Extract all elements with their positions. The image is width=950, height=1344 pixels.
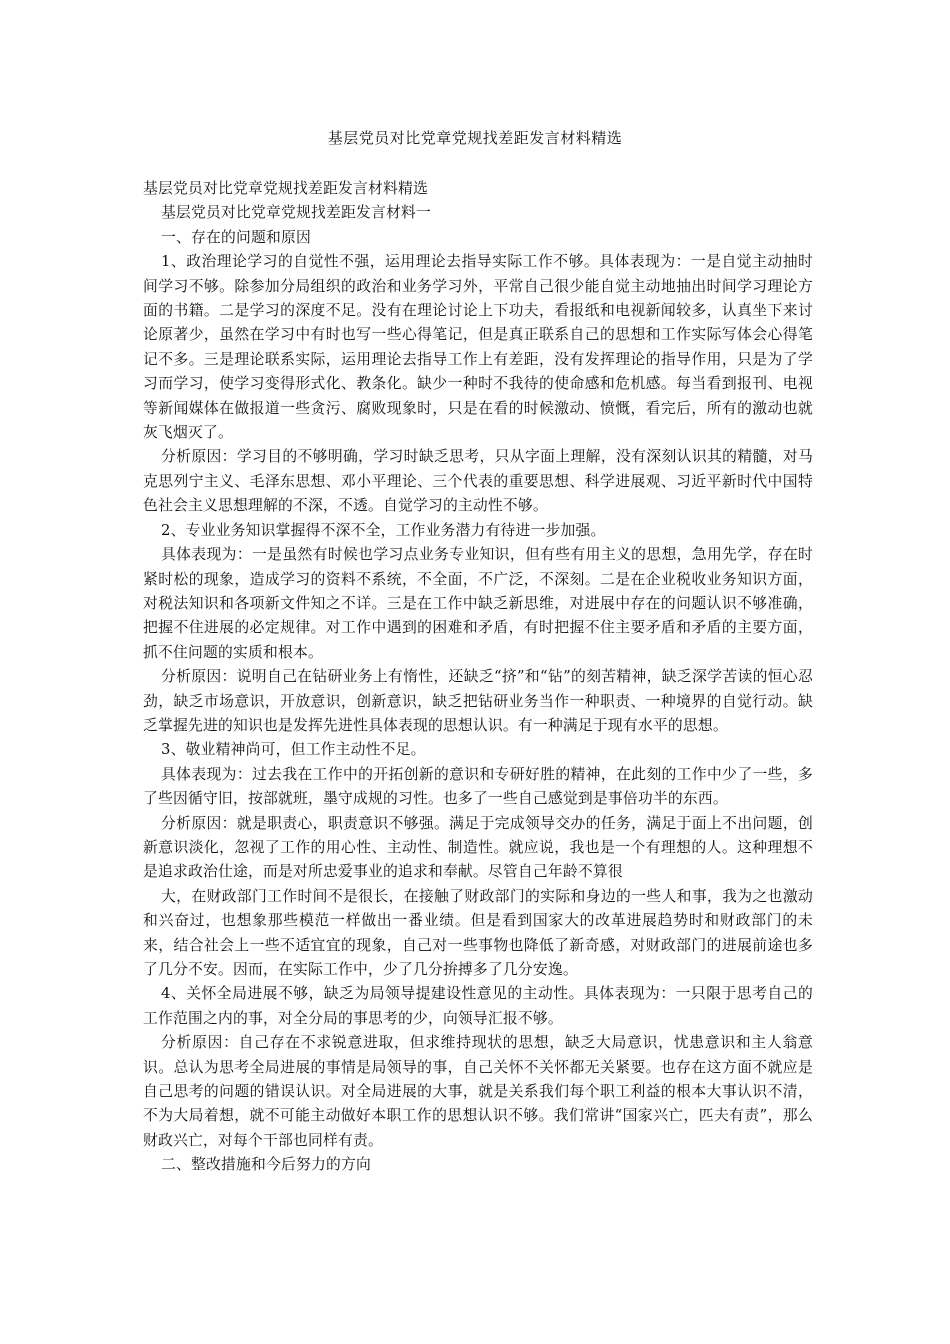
paragraph-analysis-4: 分析原因：自己存在不求锐意进取，但求维持现状的思想，缺乏大局意识，忧患意识和主人翁意识。总认为思考全局进展的事情是局领导的事，自己关怀不关怀都无关紧要。也存在这方面不就应是自己思考的问题的错误认识。对全局进展的大事，就是关系我们每个职工利益的根本大事认识不清，不为大局着想，就不可能主动做好本职工作的思想认识不够。我们常讲“国家兴亡，匹夫有责”，那么财政兴亡，对每个干部也同样有责。 [143, 1034, 813, 1149]
paragraph-detail-3: 具体表现为：过去我在工作中的开拓创新的意识和专研好胜的精神，在此刻的工作中少了一些，多了些因循守旧，按部就班，墨守成规的习性。也多了一些自己感觉到是事倍功半的东西。 [143, 765, 813, 808]
paragraph-analysis-3: 分析原因：就是职责心，职责意识不够强。满足于完成领导交办的任务，满足于面上不出问题，创新意识淡化，忽视了工作的用心性、主动性、制造性。就应说，我也是一个有理想的人。这种理想不是追求政治仕途，而是对所忠爱事业的追求和奉献。尽管自己年龄不算很 [143, 814, 813, 881]
paragraph-detail-2: 具体表现为：一是虽然有时候也学习点业务专业知识，但有些有用主义的思想，急用先学，存在时紧时松的现象，造成学习的资料不系统，不全面，不广泛，不深刻。二是在企业税收业务知识方面，对税法知识和各项新文件知之不详。三是在工作中缺乏新思维，对进展中存在的问题认识不够准确，把握不住进展的必定规律。对工作中遇到的困难和矛盾，有时把握不住主要矛盾和矛盾的主要方面，抓不住问题的实质和根本。 [143, 546, 813, 661]
paragraph-analysis-3-continued: 大，在财政部门工作时间不是很长，在接触了财政部门的实际和身边的一些人和事，我为之也激动和兴奋过，也想象那些模范一样做出一番业绩。但是看到国家大的改革进展趋势时和财政部门的未来，结合社会上一些不适宜宜的现象，自己对一些事物也降低了新奇感，对财政部门的进展前途也多了几分不安。因而，在实际工作中，少了几分拚搏多了几分安逸。 [143, 887, 813, 978]
paragraph-section-heading-1: 一、存在的问题和原因 [161, 228, 311, 246]
document-title: 基层党员对比党章党规找差距发言材料精选 [327, 129, 623, 147]
paragraph-analysis-2: 分析原因：说明自己在钻研业务上有惰性，还缺乏“挤”和“钻”的刻苦精神，缺乏深学苦读的恒心忍劲，缺乏市场意识，开放意识，创新意识，缺乏把钻研业务当作一种职责、一种境界的自觉行动。缺乏掌握先进的知识也是发挥先进性具体表现的思想认识。有一种满足于现有水平的思想。 [143, 668, 813, 734]
paragraph-analysis-1: 分析原因：学习目的不够明确，学习时缺乏思考，只从字面上理解，没有深刻认识其的精髓，对马克思列宁主义、毛泽东思想、邓小平理论、三个代表的重要思想、科学进展观、习近平新时代中国特色社会主义思想理解的不深，不透。自觉学习的主动性不够。 [143, 448, 813, 515]
paragraph-item-3: 3、敬业精神尚可，但工作主动性不足。 [161, 741, 426, 759]
paragraph-item-1: 1、政治理论学习的自觉性不强，运用理论去指导实际工作不够。具体表现为：一是自觉主动抽时间学习不够。除参加分局组织的政治和业务学习外，平常自己很少能自觉主动地抽出时间学习理论方面的书籍。二是学习的深度不足。没有在理论讨论上下功夫，看报纸和电视新闻较多，认真坐下来讨论原著少，虽然在学习中有时也写一些心得笔记，但是真正联系自己的思想和工作实际写体会心得笔记不多。三是理论联系实际，运用理论去指导工作上有差距，没有发挥理论的指导作用，只是为了学习而学习，使学习变得形式化、教条化。缺少一种时不我待的使命感和危机感。每当看到报刊、电视等新闻媒体在做报道一些贪污、腐败现象时，只是在看的时候激动、愤慨，看完后，所有的激动也就灰飞烟灭了。 [143, 253, 813, 442]
document-body [143, 177, 813, 1178]
paragraph-subtitle: 基层党员对比党章党规找差距发言材料精选 [143, 180, 428, 197]
paragraph-material-heading: 基层党员对比党章党规找差距发言材料一 [161, 204, 431, 222]
paragraph-item-2: 2、专业业务知识掌握得不深不全，工作业务潜力有待进一步加强。 [161, 521, 606, 539]
paragraph-item-4: 4、关怀全局进展不够，缺乏为局领导提建设性意见的主动性。具体表现为：一只限于思考自己的工作范围之内的事，对全分局的事思考的少，向领导汇报不够。 [143, 985, 813, 1027]
paragraph-section-heading-2: 二、整改措施和今后努力的方向 [161, 1156, 371, 1174]
